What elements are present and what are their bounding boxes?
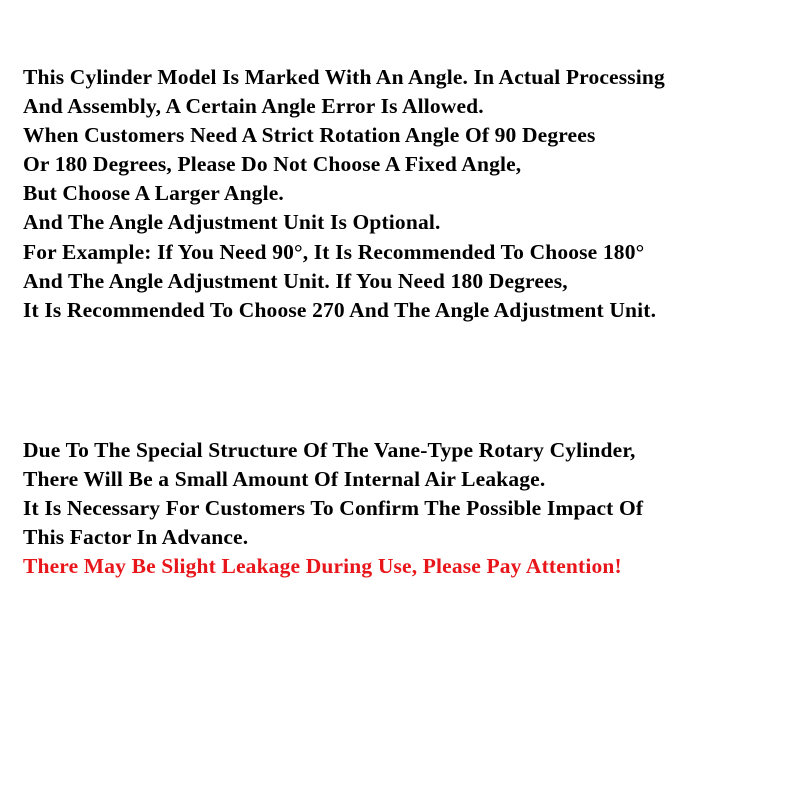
leakage-notice-block: [23, 436, 788, 581]
leakage-notice-line: There Will Be a Small Amount Of Internal Air Leakage.: [23, 467, 546, 492]
angle-notice-line: When Customers Need A Strict Rotation Angle Of 90 Degrees: [23, 123, 596, 148]
angle-notice-line: And The Angle Adjustment Unit. If You Need 180 Degrees,: [23, 268, 568, 293]
leakage-warning-text: There May Be Slight Leakage During Use, Please Pay Attention!: [23, 554, 622, 579]
angle-notice-line: This Cylinder Model Is Marked With An Angle. In Actual Processing: [23, 65, 665, 89]
angle-notice-block: [23, 63, 788, 325]
angle-notice-line: But Choose A Larger Angle.: [23, 181, 284, 206]
angle-notice-line: It Is Recommended To Choose 270 And The Angle Adjustment Unit.: [23, 297, 657, 322]
angle-notice-line: For Example: If You Need 90°, It Is Recommended To Choose 180°: [23, 239, 645, 264]
angle-notice-line: And The Angle Adjustment Unit Is Optional.: [23, 210, 441, 235]
leakage-notice-line: This Factor In Advance.: [23, 525, 249, 550]
angle-notice-line: And Assembly, A Certain Angle Error Is Allowed.: [23, 94, 484, 119]
angle-notice-line: Or 180 Degrees, Please Do Not Choose A Fixed Angle,: [23, 152, 522, 177]
leakage-notice-line: It Is Necessary For Customers To Confirm The Possible Impact Of: [23, 496, 644, 521]
leakage-notice-line: Due To The Special Structure Of The Vane-Type Rotary Cylinder,: [23, 438, 636, 462]
